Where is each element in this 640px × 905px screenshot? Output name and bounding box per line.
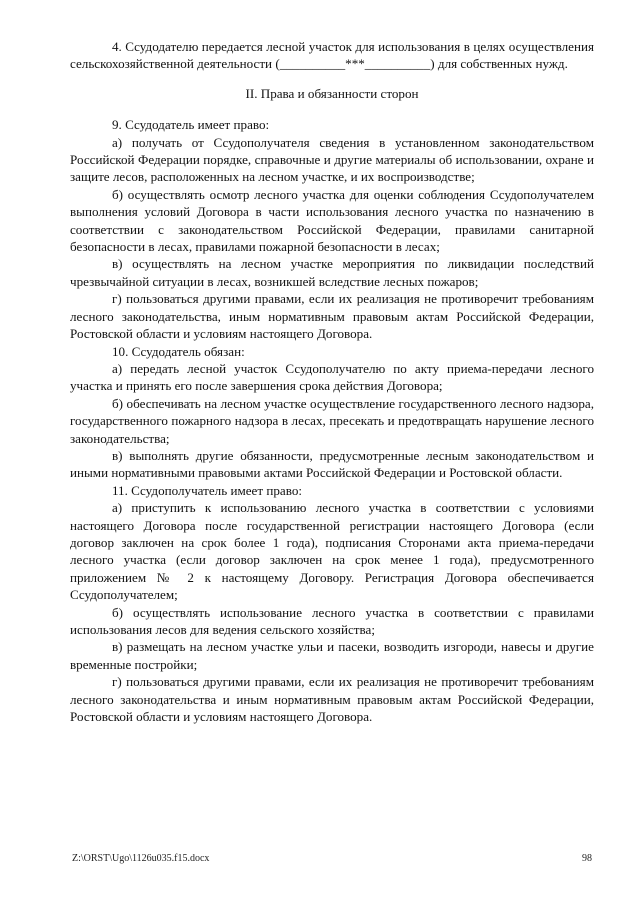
document-page bbox=[70, 38, 594, 725]
paragraph-item-10: 10. Ссудодатель обязан: bbox=[112, 343, 245, 359]
paragraph-item-11g: г) пользоваться другими правами, если их реализация не противоречит требованиям лесного законодательства и иным нормативным правовым актам Российской Федерации, Ростовской области и условиям настоящего Договора. bbox=[70, 674, 594, 725]
paragraph-item-9b: б) осуществлять осмотр лесного участка для оценки соблюдения Ссудополучателем выполнения условий Договора в части использования лесного участка по назначению в соответствии с законодательством Российской Федерации, правилами санитарной безопасности в лесах, правилами пожарной безопасности в лесах; bbox=[70, 186, 594, 255]
paragraph-item-11b: б) осуществлять использование лесного участка в соответствии с правилами использования лесов для ведения сельского хозяйства; bbox=[70, 604, 594, 637]
page-footer bbox=[72, 853, 592, 864]
footer-page-number: 98 bbox=[582, 853, 592, 864]
paragraph-item-11a: а) приступить к использованию лесного участка в соответствии с условиями настоящего Договора после государственной регистрации настоящего Договора (если договор заключен на срок более 1 года), подписания Сторонами акта приема-передачи лесного участка (если договор заключен на срок менее 1 года), предусмотренного приложением № 2 к настоящему Договору. Регистрация Договора обеспечивается Ссудополучателем; bbox=[70, 500, 594, 603]
paragraph-item-10b: б) обеспечивать на лесном участке осуществление государственного лесного надзора, государственного пожарного надзора в лесах, пресекать и предотвращать нарушение лесного законодательства; bbox=[70, 395, 594, 446]
paragraph-item-11: 11. Ссудополучатель имеет право: bbox=[112, 482, 303, 498]
section-heading-rights-and-duties: II. Права и обязанности сторон bbox=[245, 85, 419, 101]
paragraph-item-10a: а) передать лесной участок Ссудополучателю по акту приема-передачи лесного участка и принять его после завершения срока действия Договора; bbox=[70, 360, 594, 394]
paragraph-item-9v: в) осуществлять на лесном участке мероприятия по ликвидации последствий чрезвычайной ситуации в лесах, возникшей вследствие лесных пожаров; bbox=[70, 256, 594, 289]
paragraph-item-9g: г) пользоваться другими правами, если их реализация не противоречит требованиям лесного законодательства, иным нормативным правовым актам Российской Федерации, Ростовской области и условиям настоящего Договора. bbox=[70, 291, 594, 342]
paragraph-item-11v: в) размещать на лесном участке ульи и пасеки, возводить изгороди, навесы и другие временные постройки; bbox=[70, 639, 594, 672]
footer-file-path: Z:\ORST\Ugo\1126u035.f15.docx bbox=[72, 853, 210, 864]
paragraph-item-9: 9. Ссудодатель имеет право: bbox=[112, 117, 270, 133]
paragraph-item-9a: а) получать от Ссудополучателя сведения в установленном законодательством Российской Федерации порядке, справочные и другие материалы об использовании, охране и защите лесов, расположенных на лесном участке, и их воспроизводстве; bbox=[70, 134, 594, 185]
paragraph-item-10v: в) выполнять другие обязанности, предусмотренные лесным законодательством и иными нормативными правовыми актами Российской Федерации и Ростовской области. bbox=[70, 447, 594, 481]
paragraph-item-4: 4. Ссудодателю передается лесной участок для использования в целях осуществления сельскохозяйственной деятельности (__________***__________) для собственных нужд. bbox=[70, 39, 594, 72]
